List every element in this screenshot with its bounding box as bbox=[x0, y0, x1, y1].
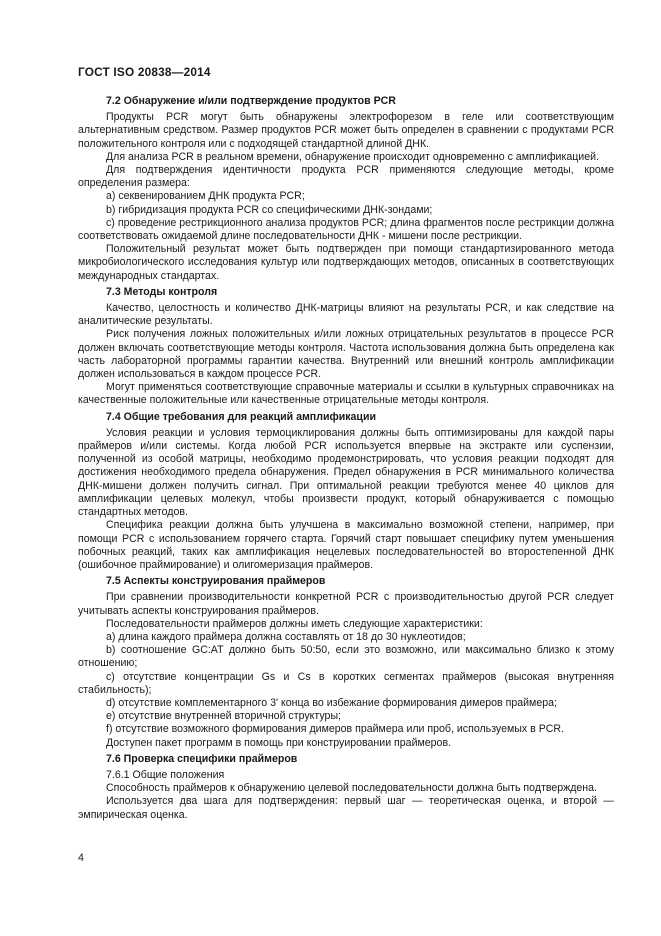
list-item: с) отсутствие концентрации Gs и Cs в коротких сегментах праймеров (высокая внутренняя стабильность); bbox=[78, 670, 614, 696]
list-item: b) гибридизация продукта PCR со специфическими ДНК-зондами; bbox=[106, 203, 433, 216]
list-item: а) секвенированием ДНК продукта PCR; bbox=[106, 190, 305, 203]
list-item: с) проведение рестрикционного анализа продуктов PCR; длина фрагментов после рестрикции должна соответствовать ожидаемой длине последовательности ДНК - мишени после рестрикции. bbox=[78, 216, 614, 243]
paragraph: Последовательности праймеров должны иметь следующие характеристики: bbox=[106, 617, 483, 630]
section-7-3-heading: 7.3 Методы контроля bbox=[106, 285, 218, 298]
list-item: b) соотношение GC:AT должно быть 50:50, если это возможно, или максимально близко к этому отношению; bbox=[78, 644, 614, 670]
paragraph: Для подтверждения идентичности продукта PCR применяются следующие методы, кроме определения размера: bbox=[78, 164, 614, 190]
paragraph: Специфика реакции должна быть улучшена в максимально возможной степени, например, при помощи PCR с использованием горячего старта. Горячий старт повышает специфику путем уменьшения побочных реакций, таких как амплификация нецелевых последовательностей во второстепенной ДНК (ошибочное праймирование) и олигомеризация праймеров. bbox=[78, 519, 614, 571]
list-item: е) отсутствие внутренней вторичной структуры; bbox=[106, 710, 341, 723]
paragraph: Положительный результат может быть подтвержден при помощи стандартизированного метода микробиологического исследования культур или подтверждающих методов, описанных в соответствующих международных стандартах. bbox=[78, 243, 614, 282]
paragraph: Способность праймеров к обнаружению целевой последовательности должна быть подтверждена. bbox=[106, 782, 597, 795]
list-item: а) длина каждого праймера должна составлять от 18 до 30 нуклеотидов; bbox=[106, 630, 466, 643]
paragraph: Могут применяться соответствующие справочные материалы и ссылки в культурных справочниках на качественные положительные или качественные отрицательные методы контроля. bbox=[78, 381, 614, 407]
section-7-4-heading: 7.4 Общие требования для реакций амплификации bbox=[106, 410, 376, 423]
list-item: d) отсутствие комплементарного 3' конца во избежание формирования димеров праймера; bbox=[106, 696, 557, 709]
subsection-7-6-1-heading: 7.6.1 Общие положения bbox=[106, 768, 225, 781]
section-7-2-heading: 7.2 Обнаружение и/или подтверждение продуктов PCR bbox=[106, 95, 396, 107]
paragraph: Условия реакции и условия термоциклирования должны быть оптимизированы для каждой пары праймеров и/или системы. Когда любой PCR используется впервые на экстракте или суспензии, полученной из особой матрицы, необходимо продемонстрировать, что условия реакции подходят для достижения необходимого предела обнаружения. Предел обнаружения в PCR минимального количества ДНК-мишени должен получить сигнал. При оптимальной реакции требуются менее 40 циклов для амплификации целевых молекул, чтобы произвести продукт, который обнаруживается с помощью стандартных методов. bbox=[78, 426, 614, 519]
section-7-5-heading: 7.5 Аспекты конструирования праймеров bbox=[106, 575, 326, 588]
paragraph: Используется два шага для подтверждения: первый шаг — теоретическая оценка, и второй — эмпирическая оценка. bbox=[78, 795, 614, 821]
paragraph: Доступен пакет программ в помощь при конструировании праймеров. bbox=[106, 736, 452, 749]
paragraph: Для анализа PCR в реальном времени, обнаружение происходит одновременно с амплификацией. bbox=[106, 150, 599, 163]
page-number: 4 bbox=[78, 852, 84, 864]
section-7-6-heading: 7.6 Проверка специфики праймеров bbox=[106, 752, 298, 765]
paragraph: Риск получения ложных положительных и/или ложных отрицательных результатов в процессе PCR должен включать соответствующие методы контроля. Частота использования должна быть определена как часть лабораторной программы гарантии качества. Внутренний или внешний контроль амплификации должен использоваться в каждом процессе PCR. bbox=[78, 328, 614, 381]
paragraph: Продукты PCR могут быть обнаружены электрофорезом в геле или соответствующим альтернативным средством. Размер продуктов PCR может быть определен в сравнении с продуктами PCR положительного контроля или с подходящей стандартной длиной ДНК. bbox=[78, 111, 614, 150]
page-body bbox=[78, 92, 614, 822]
list-item: f) отсутствие возможного формирования димеров праймера или проб, используемых в PCR. bbox=[106, 723, 565, 736]
paragraph: При сравнении производительности конкретной PCR с производительностью другой PCR следует учитывать аспекты конструирования праймеров. bbox=[78, 591, 614, 617]
standard-header: ГОСТ ISO 20838—2014 bbox=[78, 65, 211, 79]
paragraph: Качество, целостность и количество ДНК-матрицы влияют на результаты PCR, и как следствие на аналитические результаты. bbox=[78, 302, 614, 328]
